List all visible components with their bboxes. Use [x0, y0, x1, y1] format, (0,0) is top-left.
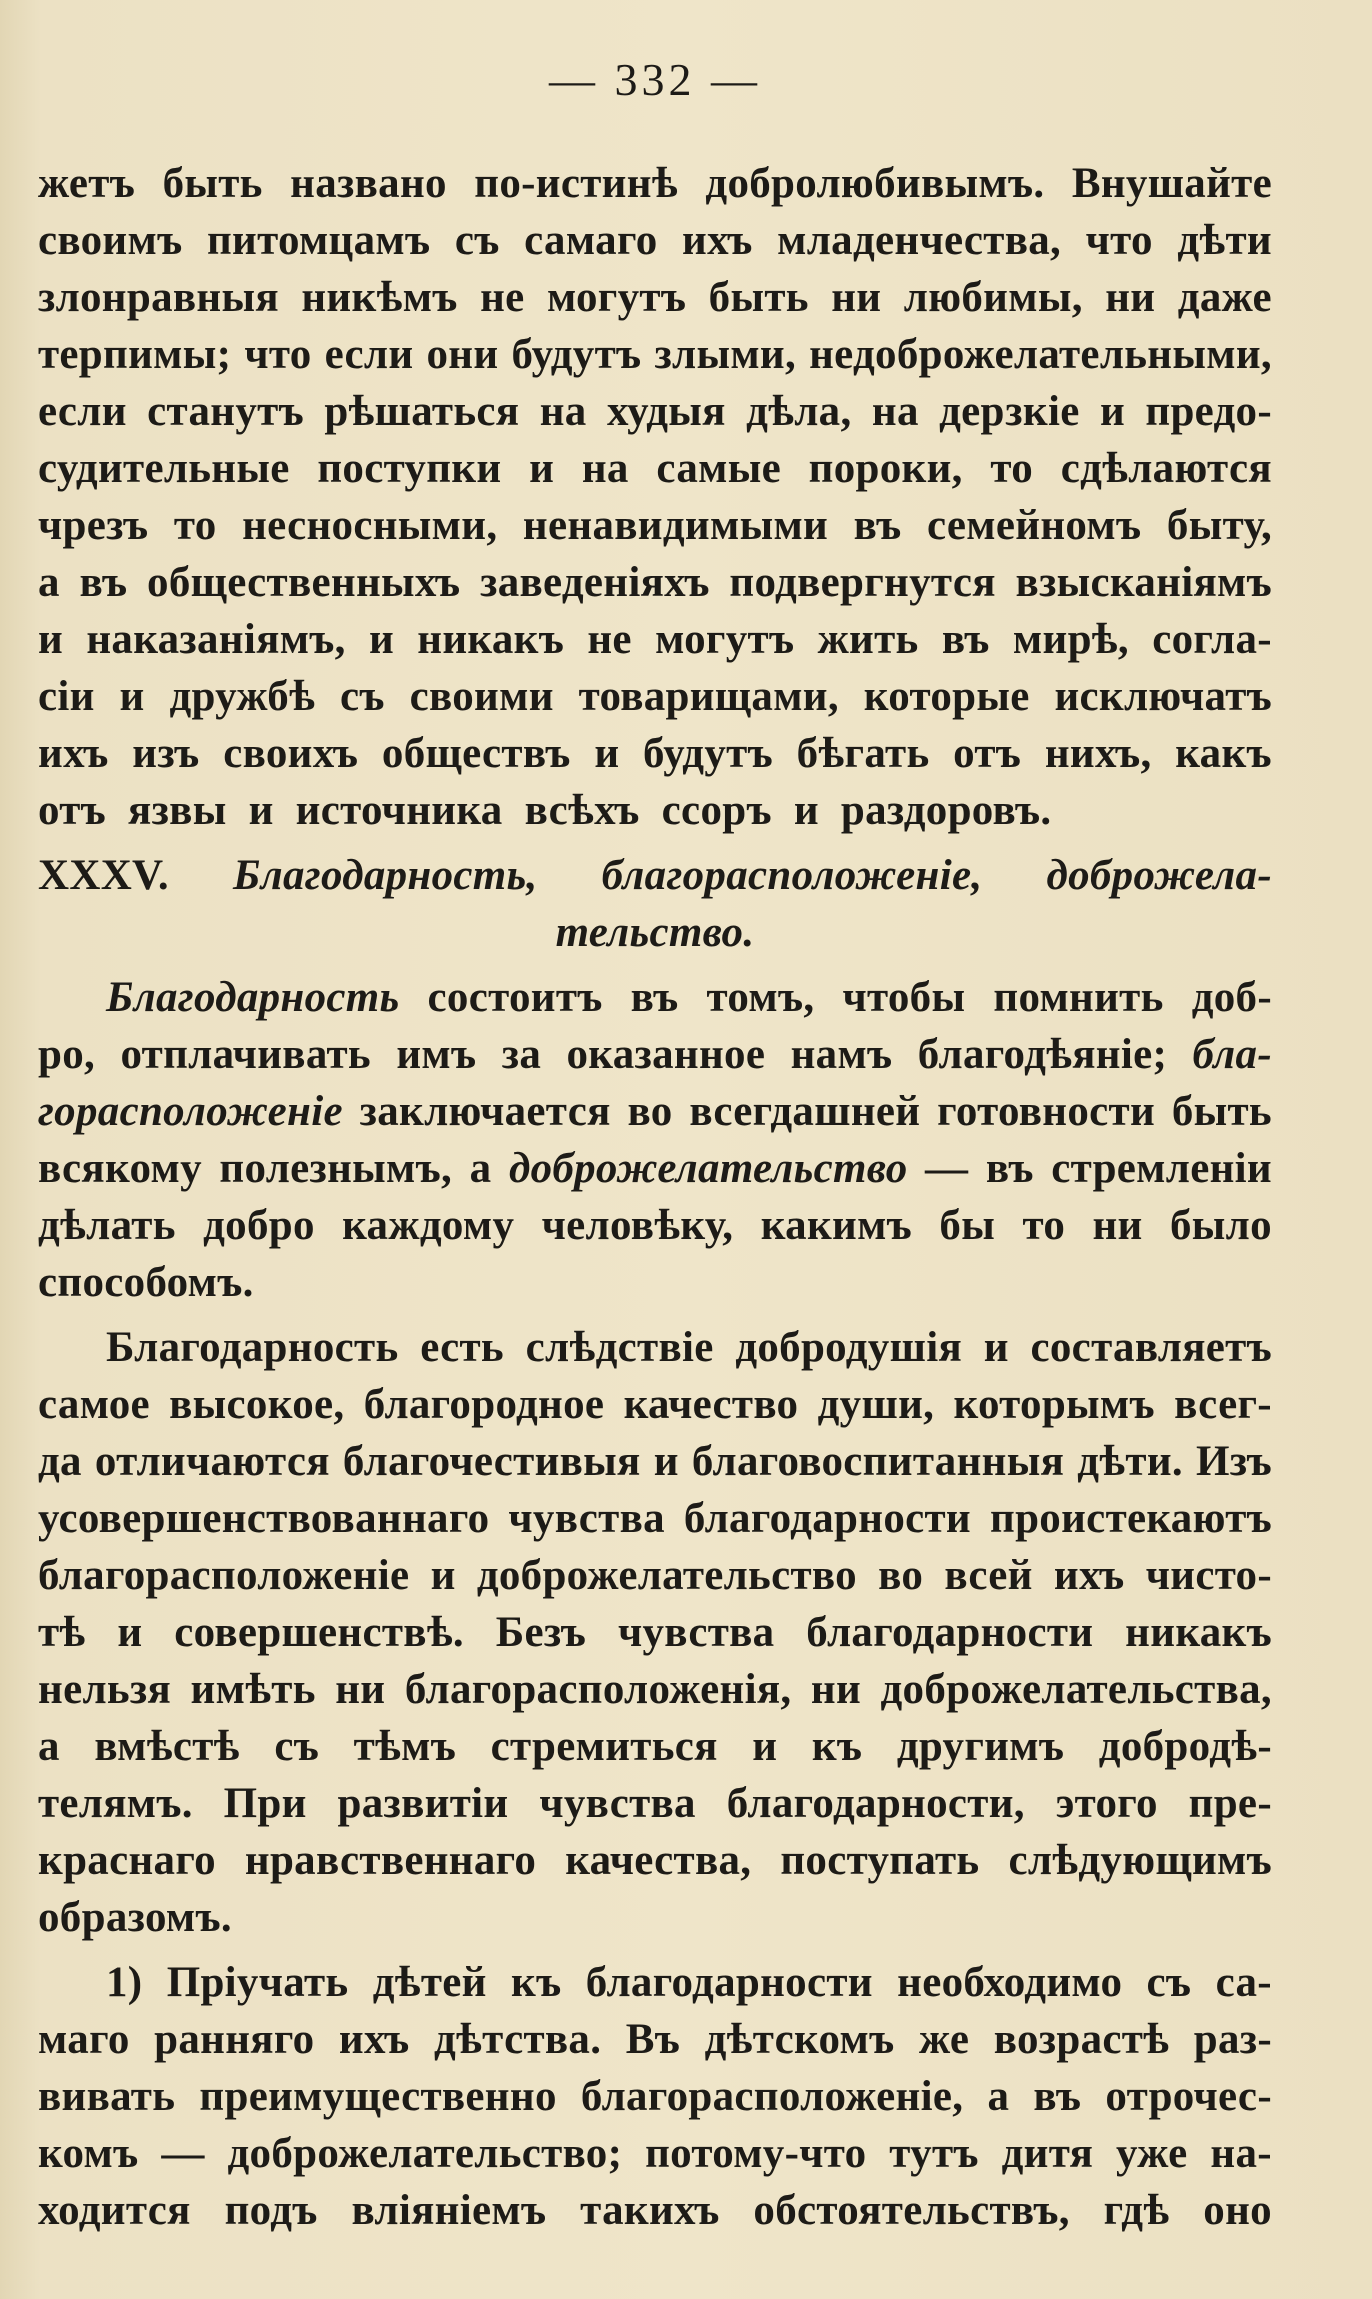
word: образомъ.	[38, 1894, 232, 1941]
word: имъ	[396, 1031, 477, 1078]
word: усовершенствованнаго	[38, 1495, 490, 1542]
word: благодарности	[806, 1609, 1094, 1656]
word: что	[1085, 217, 1153, 264]
text-line	[38, 1490, 1272, 1547]
word: товарищами,	[578, 673, 839, 720]
word: и	[368, 616, 395, 663]
word: своихъ	[223, 730, 359, 777]
text-line	[38, 1083, 1272, 1140]
word: какимъ	[760, 1202, 913, 1249]
word: не	[587, 616, 632, 663]
word: самое	[38, 1381, 150, 1428]
word: не	[480, 274, 525, 321]
text-line	[38, 2125, 1272, 2182]
word: жить	[817, 616, 919, 663]
word: XXXV.	[38, 852, 169, 899]
word: дѣтей	[372, 1959, 487, 2006]
text-line	[38, 1197, 1272, 1254]
word: доброжелательство	[476, 1552, 857, 1599]
word: готовности	[937, 1088, 1156, 1135]
word: дѣлать	[38, 1202, 176, 1249]
word: то	[1022, 1202, 1066, 1249]
word: заключается	[359, 1088, 611, 1135]
word: души,	[817, 1381, 935, 1428]
word: быть	[708, 274, 809, 321]
word: въ	[630, 974, 679, 1021]
word: всей	[944, 1552, 1033, 1599]
word: источника	[295, 787, 503, 834]
word: благорасположеніе,	[601, 852, 983, 899]
word: могутъ	[655, 616, 795, 663]
text-line	[38, 269, 1272, 326]
word: качества,	[565, 1837, 752, 1884]
word: са-	[1215, 1959, 1272, 2006]
word: Благодарность	[106, 974, 400, 1021]
word: судительные	[38, 445, 290, 492]
word: стремиться	[490, 1723, 718, 1770]
word: да	[38, 1438, 82, 1485]
word: дѣти	[1177, 217, 1272, 264]
word: добролюбивымъ.	[705, 160, 1045, 207]
word: бла-	[1192, 1031, 1272, 1078]
word: маго	[38, 2016, 130, 2063]
word: слѣдствіе	[525, 1324, 714, 1371]
word: такихъ	[580, 2187, 720, 2234]
word: и	[117, 1609, 143, 1656]
word: худыя	[606, 388, 726, 435]
word: подвергнутся	[729, 559, 996, 606]
word: вліяніемъ	[351, 2187, 547, 2234]
word: язвы	[128, 787, 227, 834]
word: никакъ	[417, 616, 565, 663]
word: ихъ	[338, 2016, 410, 2063]
word: даже	[1177, 274, 1272, 321]
word: ни	[1092, 1202, 1143, 1249]
word: предо-	[1145, 388, 1272, 435]
word: чисто-	[1145, 1552, 1272, 1599]
text-line	[38, 1889, 1272, 1946]
word: Изъ	[1196, 1438, 1272, 1485]
word: самаго	[524, 217, 658, 264]
word: быть	[162, 160, 263, 207]
word: бы	[939, 1202, 996, 1249]
word: и	[793, 787, 819, 834]
word: то	[990, 445, 1034, 492]
word: будутъ	[643, 730, 773, 777]
word: и	[653, 1438, 679, 1485]
text-line	[38, 1026, 1272, 1083]
text-line	[38, 782, 1272, 839]
text-line	[38, 326, 1272, 383]
word: питомцамъ	[206, 217, 431, 264]
word: развитіи	[337, 1780, 509, 1827]
word: благодарности	[585, 1959, 873, 2006]
text-line	[38, 1140, 1272, 1197]
word: всег-	[1174, 1381, 1272, 1428]
word: могутъ	[546, 274, 687, 321]
word: ни	[810, 1666, 862, 1713]
word: Безъ	[495, 1609, 587, 1656]
word: исключатъ	[1054, 673, 1272, 720]
word: каждому	[342, 1202, 515, 1249]
word: на-	[1210, 2130, 1272, 2177]
word: 1)	[106, 1959, 143, 2006]
word: составляетъ	[1030, 1324, 1272, 1371]
word: и	[594, 730, 620, 777]
word: любимы,	[903, 274, 1083, 321]
word: отъ	[38, 787, 107, 834]
word: чувства	[539, 1780, 696, 1827]
word: злонравныя	[38, 274, 279, 321]
text-line	[38, 1433, 1272, 1490]
word: имѣть	[190, 1666, 316, 1713]
word: ни	[1105, 274, 1156, 321]
word: —	[925, 1145, 969, 1192]
text-line	[38, 969, 1272, 1026]
word: Пріучать	[166, 1959, 349, 2006]
word: дѣтства.	[433, 2016, 602, 2063]
word: благорасположенія,	[404, 1666, 792, 1713]
word: тѣмъ	[353, 1723, 457, 1770]
word: на	[539, 388, 587, 435]
word: къ	[811, 1723, 863, 1770]
word: отрочес-	[1105, 2073, 1272, 2120]
text-line	[38, 2182, 1272, 2239]
text-line	[38, 1376, 1272, 1433]
word: а	[38, 1723, 60, 1770]
word: съ	[274, 1723, 320, 1770]
word: и	[752, 1723, 778, 1770]
text-body	[38, 155, 1272, 2239]
text-line	[38, 2068, 1272, 2125]
word: и	[529, 445, 555, 492]
word: тельство.	[555, 909, 755, 956]
word: своими	[409, 673, 554, 720]
word: въ	[853, 502, 902, 549]
word: раз-	[1193, 2016, 1272, 2063]
word: благорасположеніе,	[580, 2073, 964, 2120]
word: доб-	[1191, 974, 1272, 1021]
word: преимущественно	[199, 2073, 557, 2120]
word: добродѣ-	[1098, 1723, 1272, 1770]
word: качество	[623, 1381, 799, 1428]
word: помнить	[993, 974, 1164, 1021]
word: комъ	[38, 2130, 139, 2177]
word: же	[918, 2016, 970, 2063]
word: несносными,	[242, 502, 498, 549]
word: отъ	[953, 730, 1022, 777]
word: изъ	[132, 730, 200, 777]
word: отличаются	[94, 1438, 330, 1485]
word: сдѣлаются	[1060, 445, 1272, 492]
word: доброжелательство;	[227, 2130, 623, 2177]
word: которые	[863, 673, 1030, 720]
word: чувства	[617, 1609, 775, 1656]
text-line	[38, 611, 1272, 668]
word: то	[173, 502, 217, 549]
word: взысканіямъ	[1015, 559, 1272, 606]
text-line	[38, 1547, 1272, 1604]
word: гдѣ	[1103, 2187, 1170, 2234]
text-line	[38, 2011, 1272, 2068]
word: ихъ	[1053, 1552, 1125, 1599]
word: возрастѣ	[993, 2016, 1170, 2063]
word: въ	[79, 559, 128, 606]
word: во	[878, 1552, 924, 1599]
word: отплачивать	[120, 1031, 371, 1078]
word: есть	[420, 1324, 504, 1371]
word: Благодарность,	[233, 852, 538, 899]
text-line	[38, 440, 1272, 497]
word: горасположеніе	[38, 1088, 343, 1135]
word: человѣку,	[541, 1202, 734, 1249]
word: мирѣ,	[1012, 616, 1129, 663]
word: необходимо	[897, 1959, 1123, 2006]
word: благодѣяніе;	[917, 1031, 1168, 1078]
word: всѣхъ	[524, 787, 640, 834]
text-line	[38, 904, 1272, 961]
word: доброжела-	[1046, 852, 1272, 899]
word: благочестивыя	[342, 1438, 641, 1485]
word: этого	[1055, 1780, 1158, 1827]
word: вмѣстѣ	[94, 1723, 240, 1770]
word: наказаніямъ,	[86, 616, 346, 663]
word: тѣ	[38, 1609, 86, 1656]
word: ненавидимыми	[522, 502, 829, 549]
word: поступки	[317, 445, 502, 492]
word: ходится	[38, 2187, 191, 2234]
word: высокое,	[169, 1381, 345, 1428]
text-line	[38, 725, 1272, 782]
word: томъ,	[706, 974, 815, 1021]
word: за	[501, 1031, 542, 1078]
word: подъ	[224, 2187, 318, 2234]
text-line	[38, 212, 1272, 269]
word: ни	[335, 1666, 386, 1713]
word: добро	[203, 1202, 315, 1249]
word: быть	[1171, 1088, 1272, 1135]
word: и	[248, 787, 274, 834]
word: на	[871, 388, 919, 435]
word: общественныхъ	[147, 559, 461, 606]
text-line	[38, 497, 1272, 554]
word: —	[161, 2130, 205, 2177]
word: съ	[1146, 1959, 1192, 2006]
word: во	[627, 1088, 673, 1135]
text-line	[38, 1661, 1272, 1718]
word: они	[426, 331, 499, 378]
word: семейномъ	[927, 502, 1142, 549]
text-line	[38, 1254, 1272, 1311]
word: совершенствѣ.	[174, 1609, 464, 1656]
word: способомъ.	[38, 1259, 254, 1306]
word: сіи	[38, 673, 95, 720]
word: недоброжелательными,	[809, 331, 1272, 378]
word: чрезъ	[38, 502, 149, 549]
text-line	[38, 1319, 1272, 1376]
word: самые	[656, 445, 781, 492]
word: ро,	[38, 1031, 96, 1078]
word: дружбѣ	[169, 673, 316, 720]
word: а	[469, 1145, 492, 1192]
word: другимъ	[896, 1723, 1065, 1770]
word: чтобы	[842, 974, 966, 1021]
word: своимъ	[38, 217, 183, 264]
word: бѣгать	[796, 730, 930, 777]
word: стремленіи	[1051, 1145, 1272, 1192]
word: благорасположеніе	[38, 1552, 410, 1599]
text-line	[38, 554, 1272, 611]
word: благовоспитанныя	[691, 1438, 1065, 1485]
word: добродушія	[735, 1324, 963, 1371]
word: заведеніяхъ	[480, 559, 710, 606]
word: быту,	[1166, 502, 1272, 549]
word: и	[430, 1552, 456, 1599]
word: согла-	[1152, 616, 1272, 663]
word: раздоровъ.	[840, 787, 1052, 834]
word: благодарности	[683, 1495, 972, 1542]
word: оно	[1203, 2187, 1272, 2234]
word: въ	[1033, 2073, 1082, 2120]
word: младенчества,	[777, 217, 1062, 264]
word: потому-что	[645, 2130, 867, 2177]
word: дерзкіе	[939, 388, 1080, 435]
text-line	[38, 1832, 1272, 1889]
word: ихъ	[38, 730, 109, 777]
word: съ	[454, 217, 500, 264]
word: названо	[290, 160, 447, 207]
word: уже	[1116, 2130, 1188, 2177]
word: злыми,	[654, 331, 797, 378]
page-number: — 332 —	[549, 54, 761, 105]
word: всякому	[38, 1145, 202, 1192]
word: ранняго	[154, 2016, 315, 2063]
word: на	[581, 445, 629, 492]
word: намъ	[790, 1031, 893, 1078]
word: дитя	[1001, 2130, 1094, 2177]
word: жетъ	[38, 160, 136, 207]
word: какъ	[1175, 730, 1272, 777]
word: и	[38, 616, 64, 663]
word: а	[987, 2073, 1010, 2120]
text-line	[38, 1775, 1272, 1832]
word: дѣла,	[746, 388, 852, 435]
word: и	[119, 673, 145, 720]
word: съ	[340, 673, 385, 720]
word: станутъ	[147, 388, 304, 435]
word: никѣмъ	[301, 274, 458, 321]
text-line	[38, 847, 1272, 904]
word: которымъ	[953, 1381, 1155, 1428]
word: слѣдующимъ	[1008, 1837, 1272, 1884]
word: состоитъ	[427, 974, 603, 1021]
word: краснаго	[38, 1837, 216, 1884]
text-line	[38, 668, 1272, 725]
text-line	[38, 1954, 1272, 2011]
word: оказанное	[566, 1031, 766, 1078]
word: проистекаютъ	[990, 1495, 1272, 1542]
word: никакъ	[1125, 1609, 1272, 1656]
word: обстоятельствъ,	[753, 2187, 1070, 2234]
word: благородное	[363, 1381, 605, 1428]
word: доброжелательства,	[880, 1666, 1272, 1713]
word: будутъ	[511, 331, 642, 378]
word: а	[38, 559, 60, 606]
word: чувства	[508, 1495, 665, 1542]
word: рѣшаться	[324, 388, 520, 435]
word: къ	[511, 1959, 562, 2006]
word: всегдашней	[689, 1088, 921, 1135]
text-line	[38, 155, 1272, 212]
word: дѣти.	[1077, 1438, 1183, 1485]
word: пре-	[1188, 1780, 1272, 1827]
word: Внушайте	[1071, 160, 1272, 207]
word: тутъ	[889, 2130, 979, 2177]
word: Благодарность	[106, 1324, 399, 1371]
word: доброжелательство	[508, 1145, 908, 1192]
word: нельзя	[38, 1666, 172, 1713]
text-line	[38, 383, 1272, 440]
word: и	[1099, 388, 1126, 435]
word: благодарности,	[726, 1780, 1025, 1827]
word: ни	[831, 274, 882, 321]
word: въ	[941, 616, 990, 663]
word: Въ	[625, 2016, 681, 2063]
word: нравственнаго	[244, 1837, 537, 1884]
word: пороки,	[808, 445, 963, 492]
word: вивать	[38, 2073, 176, 2120]
word: терпимы;	[38, 331, 232, 378]
word: если	[324, 331, 414, 378]
word: поступать	[780, 1837, 980, 1884]
text-line	[38, 1604, 1272, 1661]
word: нихъ,	[1044, 730, 1152, 777]
word: было	[1170, 1202, 1272, 1249]
word: по-истинѣ	[474, 160, 678, 207]
word: ссоръ	[661, 787, 772, 834]
word: въ	[985, 1145, 1034, 1192]
word: ихъ	[682, 217, 753, 264]
word: что	[244, 331, 312, 378]
word: телямъ.	[38, 1780, 193, 1827]
word: При	[223, 1780, 307, 1827]
word: дѣтскомъ	[704, 2016, 895, 2063]
text-line	[38, 1718, 1272, 1775]
word: обществъ	[381, 730, 571, 777]
word: полезнымъ,	[219, 1145, 453, 1192]
word: если	[38, 388, 127, 435]
word: и	[983, 1324, 1009, 1371]
